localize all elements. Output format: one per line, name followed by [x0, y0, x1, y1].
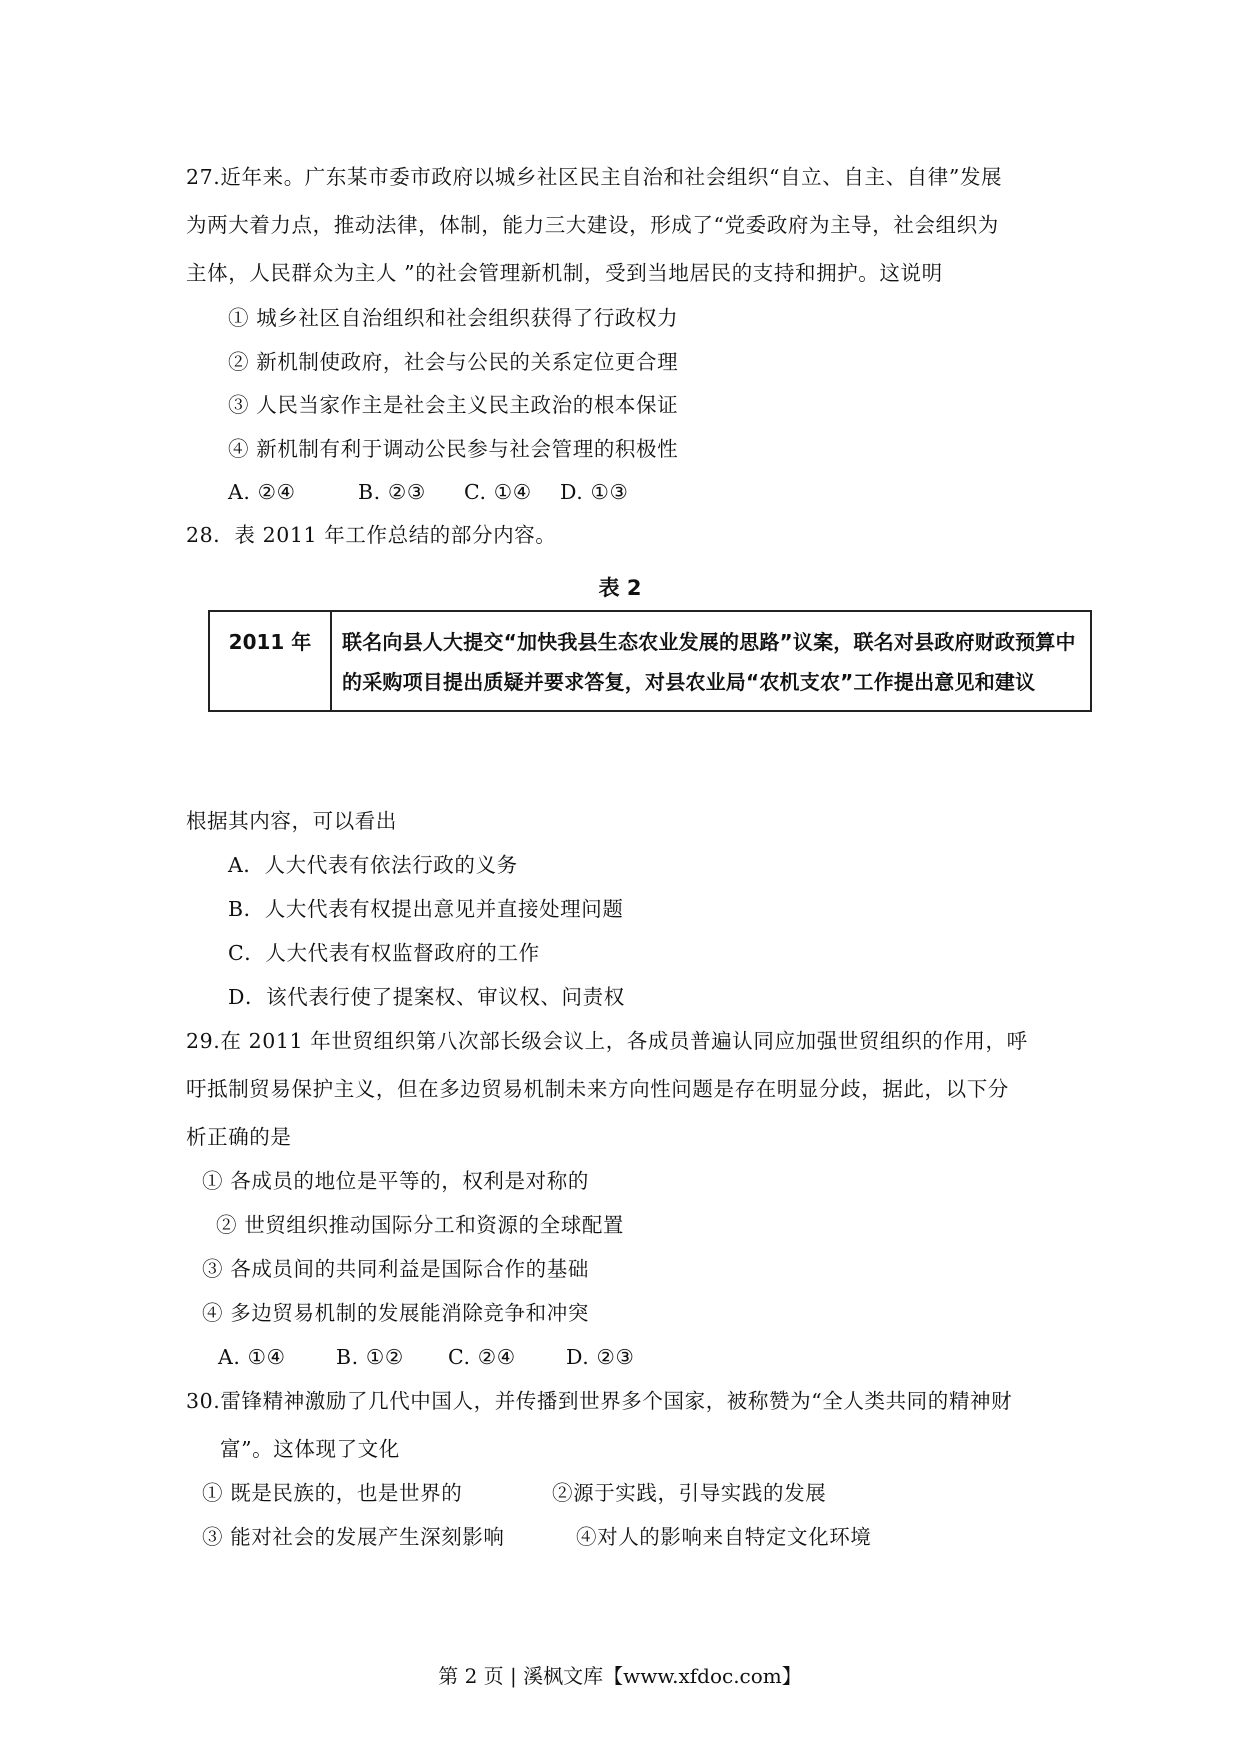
q29-option-b: B. ①②	[336, 1345, 404, 1369]
table-caption: 表 2	[598, 576, 642, 600]
q30-stem-line-1: 30.雷锋精神激励了几代中国人，并传播到世界多个国家，被称赞为“全人类共同的精神财	[186, 1389, 1013, 1413]
q29-option-c: C. ②④	[448, 1345, 516, 1369]
q30-item-4: ④对人的影响来自特定文化环境	[576, 1525, 872, 1549]
q27-option-a: A. ②④	[228, 480, 296, 504]
q28-stem: 28．表 2011 年工作总结的部分内容。	[186, 523, 557, 547]
q27-option-b: B. ②③	[358, 480, 426, 504]
q29-item-2: ② 世贸组织推动国际分工和资源的全球配置	[216, 1213, 625, 1237]
q29-item-1: ① 各成员的地位是平等的，权利是对称的	[202, 1169, 589, 1193]
q28-option-d: D．该代表行使了提案权、审议权、问责权	[228, 985, 625, 1009]
q29-stem-line-2: 吁抵制贸易保护主义，但在多边贸易机制未来方向性问题是存在明显分歧，据此，以下分	[186, 1077, 1009, 1101]
q28-option-a: A．人大代表有依法行政的义务	[228, 853, 518, 877]
q27-option-d: D. ①③	[560, 480, 629, 504]
q27-stem-line-2: 为两大着力点，推动法律，体制，能力三大建设，形成了“党委政府为主导，社会组织为	[186, 213, 999, 237]
page-footer: 第 2 页 | 溪枫文库【www.xfdoc.com】	[438, 1664, 802, 1688]
q27-item-4: ④ 新机制有利于调动公民参与社会管理的积极性	[228, 437, 679, 461]
table-content-cell: 联名向县人大提交“加快我县生态农业发展的思路”议案，联名对县政府财政预算中的采购项目提出质疑并要求答复，对县农业局“农机支农”工作提出意见和建议	[331, 611, 1091, 711]
table-year-cell: 2011 年	[209, 611, 331, 711]
q29-item-3: ③ 各成员间的共同利益是国际合作的基础	[202, 1257, 589, 1281]
q27-item-3: ③ 人民当家作主是社会主义民主政治的根本保证	[228, 393, 679, 417]
work-summary-table	[208, 610, 1092, 712]
table-row	[209, 611, 1091, 711]
q30-stem-line-2: 富”。这体现了文化	[220, 1437, 400, 1461]
q27-item-2: ② 新机制使政府，社会与公民的关系定位更合理	[228, 350, 679, 374]
q27-options	[228, 479, 629, 505]
q27-option-c: C. ①④	[464, 480, 532, 504]
q29-item-4: ④ 多边贸易机制的发展能消除竞争和冲突	[202, 1301, 589, 1325]
q27-stem-line-3: 主体，人民群众为主人 ”的社会管理新机制，受到当地居民的支持和拥护。这说明	[186, 261, 943, 285]
q30-item-2: ②源于实践，引导实践的发展	[552, 1481, 827, 1505]
q27-stem-line-1: 27.近年来。广东某市委市政府以城乡社区民主自治和社会组织“自立、自主、自律”发展	[186, 165, 1003, 189]
q30-item-3: ③ 能对社会的发展产生深刻影响	[202, 1525, 505, 1549]
q27-item-1: ① 城乡社区自治组织和社会组织获得了行政权力	[228, 306, 679, 330]
q29-option-a: A. ①④	[218, 1345, 286, 1369]
q29-options	[218, 1344, 635, 1370]
q29-stem-line-1: 29.在 2011 年世贸组织第八次部长级会议上，各成员普遍认同应加强世贸组织的作用，呼	[186, 1029, 1028, 1053]
q28-option-b: B．人大代表有权提出意见并直接处理问题	[228, 897, 624, 921]
q28-option-c: C．人大代表有权监督政府的工作	[228, 941, 540, 965]
q30-item-1: ① 既是民族的，也是世界的	[202, 1481, 463, 1505]
q28-lead: 根据其内容，可以看出	[186, 809, 397, 833]
q29-option-d: D. ②③	[566, 1345, 635, 1369]
q29-stem-line-3: 析正确的是	[186, 1125, 292, 1149]
